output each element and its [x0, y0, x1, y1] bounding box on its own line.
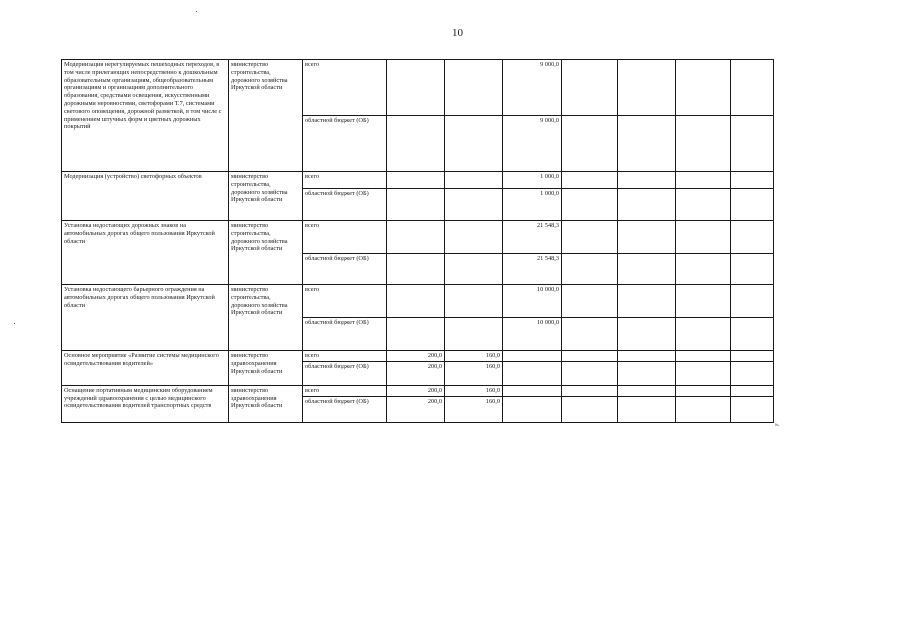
empty-cell [731, 60, 774, 116]
value-cell: 9 000,0 [503, 116, 562, 172]
value-cell: 200,0 [387, 385, 445, 396]
empty-cell [562, 60, 618, 116]
measure-cell: Модернизация (устройство) светофорных объектов [62, 172, 229, 221]
empty-cell [562, 172, 618, 189]
empty-cell [731, 318, 774, 351]
value-cell [445, 60, 503, 116]
budget-table [61, 59, 774, 423]
table-row [62, 172, 774, 189]
empty-cell [731, 116, 774, 172]
empty-cell [676, 318, 731, 351]
empty-cell [731, 351, 774, 362]
measure-cell: Установка недостающих дорожных знаков на автомобильных дорогах общего пользования Иркутской области [62, 221, 229, 285]
funding-source-cell: всего [303, 285, 387, 318]
value-cell: 21 548,3 [503, 221, 562, 254]
empty-cell [618, 351, 676, 362]
executor-cell: министерство здравоохранения Иркутской области [229, 351, 303, 386]
empty-cell [562, 285, 618, 318]
empty-cell [731, 396, 774, 422]
value-cell [445, 116, 503, 172]
empty-cell [731, 172, 774, 189]
empty-cell [562, 396, 618, 422]
value-cell [387, 254, 445, 285]
table-row [62, 351, 774, 362]
value-cell: 9 000,0 [503, 60, 562, 116]
value-cell [503, 351, 562, 362]
value-cell [445, 254, 503, 285]
funding-source-cell: областной бюджет (ОБ) [303, 396, 387, 422]
value-cell [387, 116, 445, 172]
empty-cell [676, 254, 731, 285]
value-cell [387, 221, 445, 254]
value-cell [387, 60, 445, 116]
executor-cell: министерство строительства, дорожного хозяйства Иркутской области [229, 221, 303, 285]
funding-source-cell: областной бюджет (ОБ) [303, 116, 387, 172]
value-cell: 10 000,0 [503, 318, 562, 351]
value-cell [445, 189, 503, 221]
table-row [62, 60, 774, 116]
empty-cell [676, 351, 731, 362]
empty-cell [562, 116, 618, 172]
empty-cell [562, 189, 618, 221]
value-cell [387, 285, 445, 318]
funding-source-cell: всего [303, 351, 387, 362]
table-row [62, 221, 774, 254]
executor-cell: министерство строительства, дорожного хозяйства Иркутской области [229, 285, 303, 351]
value-cell [445, 285, 503, 318]
value-cell [445, 318, 503, 351]
empty-cell [676, 385, 731, 396]
empty-cell [731, 189, 774, 221]
funding-source-cell: всего [303, 221, 387, 254]
funding-source-cell: областной бюджет (ОБ) [303, 318, 387, 351]
executor-cell: министерство строительства, дорожного хозяйства Иркутской области [229, 60, 303, 172]
empty-cell [618, 285, 676, 318]
value-cell: 1 000,0 [503, 172, 562, 189]
value-cell [445, 221, 503, 254]
scan-speck [196, 11, 197, 12]
empty-cell [562, 361, 618, 385]
empty-cell [618, 189, 676, 221]
table-row [62, 285, 774, 318]
empty-cell [618, 221, 676, 254]
value-cell [503, 361, 562, 385]
value-cell [503, 396, 562, 422]
empty-cell [676, 361, 731, 385]
funding-source-cell: областной бюджет (ОБ) [303, 189, 387, 221]
empty-cell [731, 385, 774, 396]
value-cell: 10 000,0 [503, 285, 562, 318]
empty-cell [562, 221, 618, 254]
empty-cell [676, 189, 731, 221]
empty-cell [562, 385, 618, 396]
empty-cell [676, 396, 731, 422]
empty-cell [676, 60, 731, 116]
value-cell [387, 189, 445, 221]
empty-cell [676, 221, 731, 254]
measure-cell: Основное мероприятие «Развитие системы медицинского освидетельствования водителей» [62, 351, 229, 386]
measure-cell: Оснащение портативным медицинским оборудованием учреждений здравоохранения с целью медицинского освидетельствования водителей транспортных средств [62, 385, 229, 422]
value-cell: 1 000,0 [503, 189, 562, 221]
value-cell: 21 548,3 [503, 254, 562, 285]
executor-cell: министерство здравоохранения Иркутской области [229, 385, 303, 422]
value-cell: 160,0 [445, 385, 503, 396]
empty-cell [731, 221, 774, 254]
empty-cell [618, 318, 676, 351]
value-cell: 200,0 [387, 361, 445, 385]
empty-cell [618, 172, 676, 189]
value-cell: 160,0 [445, 396, 503, 422]
empty-cell [618, 254, 676, 285]
measure-cell: Установка недостающего барьерного ограждения на автомобильных дорогах общего пользования Иркутской области [62, 285, 229, 351]
empty-cell [618, 385, 676, 396]
value-cell [387, 172, 445, 189]
value-cell [387, 318, 445, 351]
value-cell: 200,0 [387, 396, 445, 422]
empty-cell [676, 116, 731, 172]
empty-cell [562, 254, 618, 285]
empty-cell [618, 116, 676, 172]
funding-source-cell: областной бюджет (ОБ) [303, 361, 387, 385]
funding-source-cell: всего [303, 60, 387, 116]
scan-speck [14, 323, 15, 324]
empty-cell [562, 318, 618, 351]
page-number: 10 [452, 27, 463, 39]
value-cell [503, 385, 562, 396]
empty-cell [731, 285, 774, 318]
value-cell: 160,0 [445, 351, 503, 362]
empty-cell [676, 172, 731, 189]
empty-cell [618, 60, 676, 116]
funding-source-cell: всего [303, 385, 387, 396]
value-cell [445, 172, 503, 189]
funding-source-cell: областной бюджет (ОБ) [303, 254, 387, 285]
value-cell: 160,0 [445, 361, 503, 385]
closing-quote-mark: ». [775, 422, 780, 428]
funding-source-cell: всего [303, 172, 387, 189]
empty-cell [618, 361, 676, 385]
empty-cell [731, 254, 774, 285]
empty-cell [731, 361, 774, 385]
empty-cell [618, 396, 676, 422]
value-cell: 200,0 [387, 351, 445, 362]
executor-cell: министерство строительства, дорожного хозяйства Иркутской области [229, 172, 303, 221]
table-row [62, 385, 774, 396]
empty-cell [676, 285, 731, 318]
measure-cell: Модернизация нерегулируемых пешеходных переходов, в том числе прилегающих непосредственно к дошкольным образовательным организациям, общеобразовательным организациям и организациям дополнительного образования, средствами освещения, искусственными дорожными неровностями, светофорами Т.7, системами светового оповещения, дорожной разметкой, в том числе с применением штучных форм и цветных дорожных покрытий [62, 60, 229, 172]
empty-cell [562, 351, 618, 362]
